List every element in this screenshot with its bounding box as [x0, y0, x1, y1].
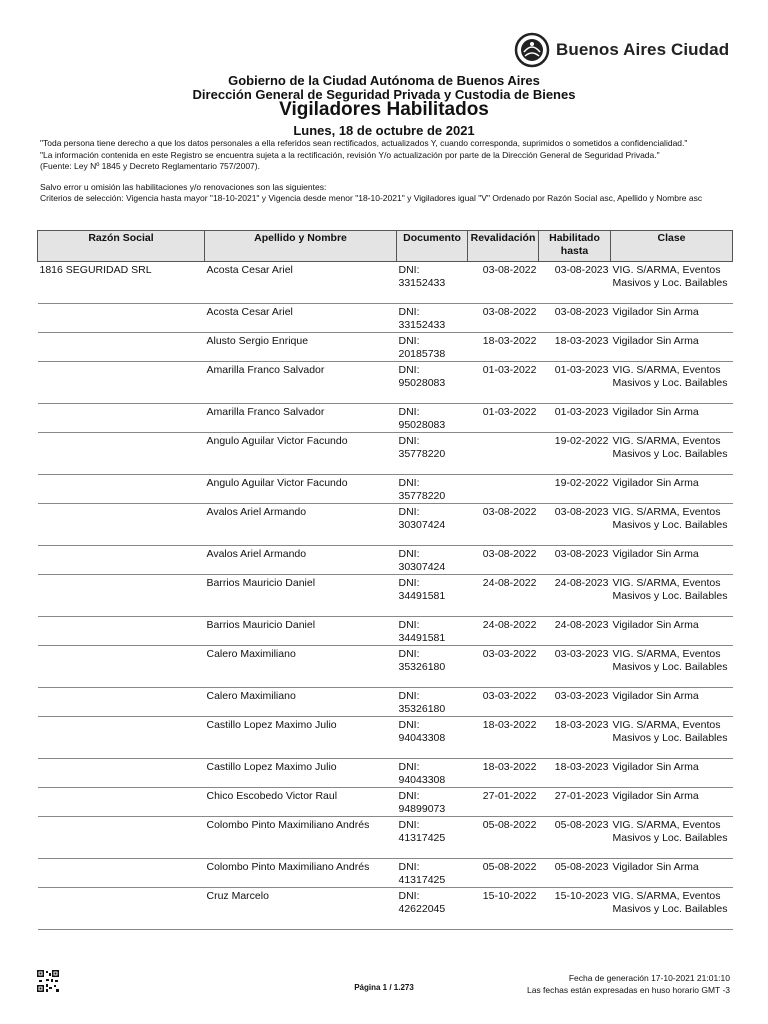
note-disclaimer: Salvo error u omisión las habilitaciones y/o renovaciones son las siguientes: — [40, 181, 327, 192]
cell-revalidacion: 03-08-2022 — [468, 504, 539, 546]
cell-apellido-nombre: Acosta Cesar Ariel — [205, 304, 397, 333]
cell-clase: Vigilador Sin Arma — [611, 688, 733, 717]
cell-documento: DNI: 42622045 — [397, 888, 468, 930]
cell-documento: DNI: 34491581 — [397, 617, 468, 646]
cell-clase: VIG. S/ARMA, Eventos Masivos y Loc. Bailables — [611, 504, 733, 546]
cell-clase: Vigilador Sin Arma — [611, 859, 733, 888]
cell-clase: VIG. S/ARMA, Eventos Masivos y Loc. Bailables — [611, 717, 733, 759]
cell-clase: VIG. S/ARMA, Eventos Masivos y Loc. Bailables — [611, 575, 733, 617]
cell-revalidacion: 03-08-2022 — [468, 262, 539, 304]
col-header-revalidacion: Revalidación — [468, 231, 539, 262]
table-row — [38, 688, 733, 717]
cell-razon-social — [38, 788, 205, 817]
cell-documento: DNI: 94899073 — [397, 788, 468, 817]
city-shield-icon — [514, 32, 550, 68]
col-header-documento: Documento — [397, 231, 468, 262]
cell-habilitado-hasta: 24-08-2023 — [539, 575, 611, 617]
cell-apellido-nombre: Calero Maximiliano — [205, 688, 397, 717]
cell-revalidacion — [468, 433, 539, 475]
cell-revalidacion: 18-03-2022 — [468, 759, 539, 788]
cell-clase: Vigilador Sin Arma — [611, 333, 733, 362]
cell-razon-social — [38, 617, 205, 646]
cell-revalidacion: 01-03-2022 — [468, 362, 539, 404]
cell-documento: DNI: 35326180 — [397, 688, 468, 717]
cell-revalidacion: 03-03-2022 — [468, 688, 539, 717]
cell-razon-social: 1816 SEGURIDAD SRL — [38, 262, 205, 304]
cell-documento: DNI: 94043308 — [397, 717, 468, 759]
col-header-apellido-nombre: Apellido y Nombre — [205, 231, 397, 262]
cell-apellido-nombre: Acosta Cesar Ariel — [205, 262, 397, 304]
table-header-row — [38, 231, 733, 262]
cell-revalidacion: 03-03-2022 — [468, 646, 539, 688]
table-row — [38, 575, 733, 617]
cell-habilitado-hasta: 03-03-2023 — [539, 646, 611, 688]
cell-habilitado-hasta: 05-08-2023 — [539, 859, 611, 888]
cell-clase: VIG. S/ARMA, Eventos Masivos y Loc. Bailables — [611, 362, 733, 404]
table-row — [38, 362, 733, 404]
table-row — [38, 262, 733, 304]
cell-habilitado-hasta: 03-08-2023 — [539, 504, 611, 546]
cell-documento: DNI: 94043308 — [397, 759, 468, 788]
cell-razon-social — [38, 304, 205, 333]
table-row — [38, 888, 733, 930]
cell-apellido-nombre: Castillo Lopez Maximo Julio — [205, 717, 397, 759]
cell-apellido-nombre: Avalos Ariel Armando — [205, 546, 397, 575]
cell-clase: Vigilador Sin Arma — [611, 304, 733, 333]
cell-documento: DNI: 41317425 — [397, 817, 468, 859]
page-title: Vigiladores Habilitados — [279, 99, 489, 120]
cell-habilitado-hasta: 18-03-2023 — [539, 717, 611, 759]
cell-razon-social — [38, 404, 205, 433]
note-registry: "La información contenida en este Registro se encuentra sujeta a la rectificación, revisión Y/o actualización por parte de la Dirección General de Seguridad Privada." — [40, 149, 660, 160]
cell-apellido-nombre: Barrios Mauricio Daniel — [205, 617, 397, 646]
cell-habilitado-hasta: 05-08-2023 — [539, 817, 611, 859]
cell-habilitado-hasta: 01-03-2023 — [539, 404, 611, 433]
cell-apellido-nombre: Castillo Lopez Maximo Julio — [205, 759, 397, 788]
cell-apellido-nombre: Cruz Marcelo — [205, 888, 397, 930]
cell-razon-social — [38, 859, 205, 888]
cell-apellido-nombre: Alusto Sergio Enrique — [205, 333, 397, 362]
table-row — [38, 475, 733, 504]
cell-apellido-nombre: Colombo Pinto Maximiliano Andrés — [205, 859, 397, 888]
table-row — [38, 304, 733, 333]
cell-razon-social — [38, 433, 205, 475]
cell-revalidacion: 18-03-2022 — [468, 717, 539, 759]
cell-apellido-nombre: Chico Escobedo Victor Raul — [205, 788, 397, 817]
brand-name: Buenos Aires Ciudad — [556, 40, 730, 59]
cell-razon-social — [38, 646, 205, 688]
cell-habilitado-hasta: 19-02-2022 — [539, 475, 611, 504]
col-header-habilitado-hasta: Habilitado hasta — [539, 231, 611, 262]
cell-razon-social — [38, 717, 205, 759]
cell-apellido-nombre: Barrios Mauricio Daniel — [205, 575, 397, 617]
cell-clase: VIG. S/ARMA, Eventos Masivos y Loc. Bailables — [611, 817, 733, 859]
generation-info — [527, 972, 730, 996]
cell-clase: Vigilador Sin Arma — [611, 475, 733, 504]
cell-clase: VIG. S/ARMA, Eventos Masivos y Loc. Bailables — [611, 646, 733, 688]
table-row — [38, 817, 733, 859]
cell-revalidacion: 27-01-2022 — [468, 788, 539, 817]
table-row — [38, 404, 733, 433]
cell-documento: DNI: 20185738 — [397, 333, 468, 362]
cell-documento: DNI: 30307424 — [397, 504, 468, 546]
table-row — [38, 617, 733, 646]
cell-apellido-nombre: Colombo Pinto Maximiliano Andrés — [205, 817, 397, 859]
cell-revalidacion: 05-08-2022 — [468, 859, 539, 888]
cell-razon-social — [38, 575, 205, 617]
note-source: (Fuente: Ley Nº 1845 y Decreto Reglamentario 757/2007). — [40, 161, 260, 171]
cell-razon-social — [38, 333, 205, 362]
cell-revalidacion: 15-10-2022 — [468, 888, 539, 930]
cell-razon-social — [38, 817, 205, 859]
department-heading: Dirección General de Seguridad Privada y Custodia de Bienes — [192, 87, 576, 102]
vigiladores-table — [37, 230, 733, 930]
cell-documento: DNI: 41317425 — [397, 859, 468, 888]
cell-apellido-nombre: Amarilla Franco Salvador — [205, 362, 397, 404]
cell-apellido-nombre: Angulo Aguilar Victor Facundo — [205, 433, 397, 475]
table-row — [38, 859, 733, 888]
cell-apellido-nombre: Calero Maximiliano — [205, 646, 397, 688]
cell-habilitado-hasta: 24-08-2023 — [539, 617, 611, 646]
cell-clase: VIG. S/ARMA, Eventos Masivos y Loc. Bailables — [611, 888, 733, 930]
table-row — [38, 433, 733, 475]
table-row — [38, 333, 733, 362]
col-header-razon-social: Razón Social — [38, 231, 205, 262]
cell-apellido-nombre: Amarilla Franco Salvador — [205, 404, 397, 433]
cell-habilitado-hasta: 18-03-2023 — [539, 333, 611, 362]
legal-notes — [40, 138, 730, 205]
cell-revalidacion: 03-08-2022 — [468, 546, 539, 575]
cell-razon-social — [38, 475, 205, 504]
note-privacy: "Toda persona tiene derecho a que los datos personales a ella referidos sean rectificados, actualizados Y, cuando corresponda, suprimidos o sometidos a confidencialidad." — [40, 138, 688, 148]
report-date: Lunes, 18 de octubre de 2021 — [293, 123, 475, 138]
page-number: Página 1 / 1.273 — [354, 983, 414, 992]
cell-habilitado-hasta: 15-10-2023 — [539, 888, 611, 930]
cell-documento: DNI: 34491581 — [397, 575, 468, 617]
timezone-note: Las fechas están expresadas en huso horario GMT -3 — [526, 985, 730, 995]
cell-clase: Vigilador Sin Arma — [611, 617, 733, 646]
cell-documento: DNI: 33152433 — [397, 262, 468, 304]
table-row — [38, 788, 733, 817]
cell-clase: Vigilador Sin Arma — [611, 546, 733, 575]
cell-clase: Vigilador Sin Arma — [611, 788, 733, 817]
cell-razon-social — [38, 504, 205, 546]
cell-revalidacion: 03-08-2022 — [468, 304, 539, 333]
cell-documento: DNI: 30307424 — [397, 546, 468, 575]
col-header-clase: Clase — [611, 231, 733, 262]
table-row — [38, 646, 733, 688]
cell-revalidacion: 05-08-2022 — [468, 817, 539, 859]
cell-habilitado-hasta: 03-08-2023 — [539, 262, 611, 304]
cell-documento: DNI: 35778220 — [397, 475, 468, 504]
cell-habilitado-hasta: 18-03-2023 — [539, 759, 611, 788]
cell-documento: DNI: 35326180 — [397, 646, 468, 688]
cell-documento: DNI: 95028083 — [397, 404, 468, 433]
cell-apellido-nombre: Avalos Ariel Armando — [205, 504, 397, 546]
cell-revalidacion: 18-03-2022 — [468, 333, 539, 362]
cell-clase: VIG. S/ARMA, Eventos Masivos y Loc. Bailables — [611, 433, 733, 475]
cell-razon-social — [38, 362, 205, 404]
generation-date: Fecha de generación 17-10-2021 21:01:10 — [568, 973, 730, 983]
table-row — [38, 546, 733, 575]
cell-clase: VIG. S/ARMA, Eventos Masivos y Loc. Bailables — [611, 262, 733, 304]
cell-revalidacion: 01-03-2022 — [468, 404, 539, 433]
brand-logo — [514, 32, 729, 68]
government-heading: Gobierno de la Ciudad Autónoma de Buenos Aires — [228, 73, 540, 88]
cell-habilitado-hasta: 03-08-2023 — [539, 546, 611, 575]
note-criteria: Criterios de selección: Vigencia hasta mayor "18-10-2021" y Vigencia desde menor "18-10-2021" y Vigiladores igual "V" Ordenado por Razón Social asc, Apellido y Nombre asc — [40, 193, 703, 203]
cell-razon-social — [38, 688, 205, 717]
cell-habilitado-hasta: 19-02-2022 — [539, 433, 611, 475]
cell-documento: DNI: 95028083 — [397, 362, 468, 404]
cell-razon-social — [38, 888, 205, 930]
cell-revalidacion: 24-08-2022 — [468, 617, 539, 646]
table-row — [38, 504, 733, 546]
table-row — [38, 759, 733, 788]
cell-revalidacion — [468, 475, 539, 504]
cell-habilitado-hasta: 01-03-2023 — [539, 362, 611, 404]
cell-habilitado-hasta: 03-08-2023 — [539, 304, 611, 333]
cell-razon-social — [38, 759, 205, 788]
cell-documento: DNI: 33152433 — [397, 304, 468, 333]
cell-documento: DNI: 35778220 — [397, 433, 468, 475]
cell-apellido-nombre: Angulo Aguilar Victor Facundo — [205, 475, 397, 504]
cell-clase: Vigilador Sin Arma — [611, 404, 733, 433]
cell-habilitado-hasta: 27-01-2023 — [539, 788, 611, 817]
table-row — [38, 717, 733, 759]
cell-habilitado-hasta: 03-03-2023 — [539, 688, 611, 717]
cell-razon-social — [38, 546, 205, 575]
cell-revalidacion: 24-08-2022 — [468, 575, 539, 617]
cell-clase: Vigilador Sin Arma — [611, 759, 733, 788]
